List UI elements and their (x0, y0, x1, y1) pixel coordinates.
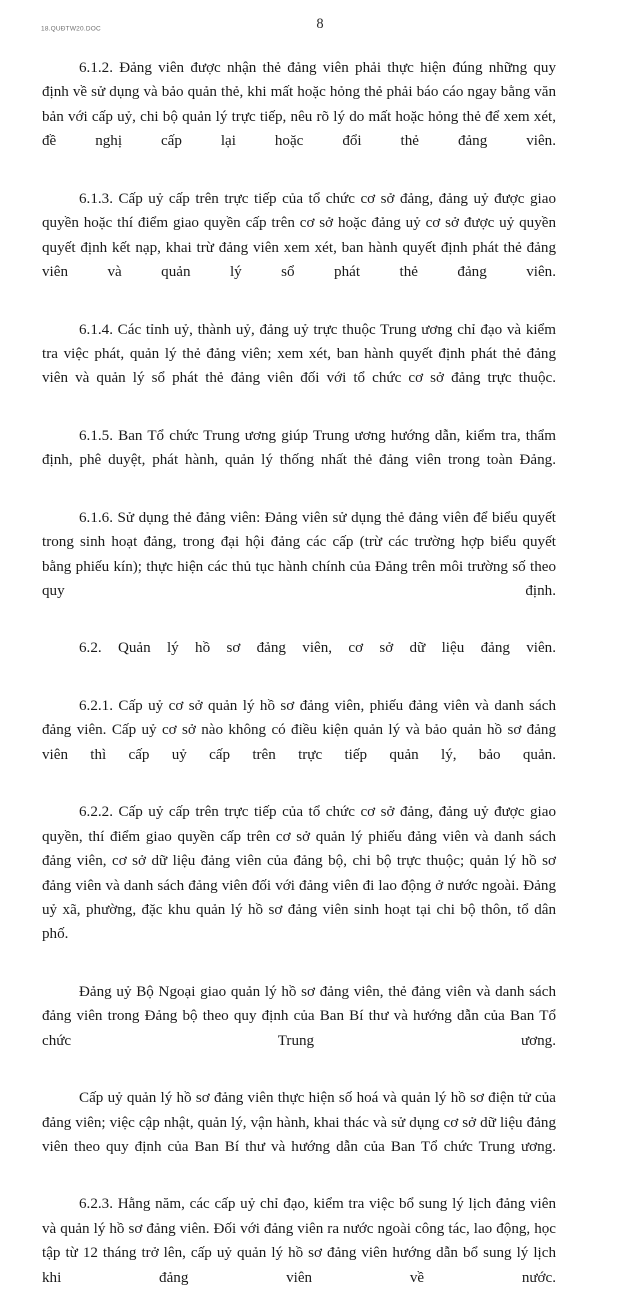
document-body (42, 56, 556, 1315)
document-code-label: 18.QUĐTW20.DOC (41, 25, 101, 33)
paragraph-6-1-2: 6.1.2. Đảng viên được nhận thẻ đảng viên phải thực hiện đúng những quy định về sử dụng và bảo quản thẻ, khi mất hoặc hỏng thẻ phải báo cáo ngay bằng văn bản với cấp uỷ, chi bộ quản lý trực tiếp, nêu rõ lý do mất hoặc hỏng thẻ để xem xét, đề nghị cấp lại hoặc đổi thẻ đảng viên. (42, 60, 556, 150)
paragraph-6-2-2: 6.2.2. Cấp uỷ cấp trên trực tiếp của tổ chức cơ sở đảng, đảng uỷ được giao quyền, thí điểm giao quyền cấp trên cơ sở quản lý phiếu đảng viên và danh sách đảng viên, cơ sở dữ liệu đảng viên của đảng bộ, chi bộ trực thuộc; quản lý hồ sơ đảng viên và danh sách đảng viên đối với đảng viên đi lao động ở nước ngoài. Đảng uỷ xã, phường, đặc khu quản lý hồ sơ đảng viên sinh hoạt tại chi bộ thôn, tổ dân phố. (42, 804, 556, 943)
page-number: 8 (316, 16, 324, 32)
paragraph-6-2-3: 6.2.3. Hằng năm, các cấp uỷ chỉ đạo, kiểm tra việc bổ sung lý lịch đảng viên và quản lý hồ sơ đảng viên. Đối với đảng viên ra nước ngoài công tác, lao động, học tập từ 12 tháng trở lên, cấp uỷ quản lý hồ sơ đảng viên hướng dẫn bổ sung lý lịch khi đảng viên về nước. (42, 1196, 556, 1286)
paragraph-6-2-2-continuation-foreign-ministry: Đảng uỷ Bộ Ngoại giao quản lý hồ sơ đảng viên, thẻ đảng viên và danh sách đảng viên trong Đảng bộ theo quy định của Ban Bí thư và hướng dẫn của Ban Tổ chức Trung ương. (42, 983, 556, 1049)
paragraph-6-1-4: 6.1.4. Các tỉnh uỷ, thành uỷ, đảng uỷ trực thuộc Trung ương chỉ đạo và kiểm tra việc phát, quản lý thẻ đảng viên; xem xét, ban hành quyết định phát thẻ đảng viên và quản lý sổ phát thẻ đảng viên đối với tổ chức cơ sở đảng trực thuộc. (42, 321, 556, 387)
paragraph-6-2-1: 6.2.1. Cấp uỷ cơ sở quản lý hồ sơ đảng viên, phiếu đảng viên và danh sách đảng viên. Cấp uỷ cơ sở nào không có điều kiện quản lý và bảo quản hồ sơ đảng viên thì cấp uỷ cấp trên trực tiếp quản lý, bảo quản. (42, 697, 556, 763)
paragraph-6-2: 6.2. Quản lý hồ sơ đảng viên, cơ sở dữ liệu đảng viên. (79, 640, 556, 657)
paragraph-6-2-2-continuation-digitization: Cấp uỷ quản lý hồ sơ đảng viên thực hiện số hoá và quản lý hồ sơ điện tử của đảng viên; việc cập nhật, quản lý, vận hành, khai thác và sử dụng cơ sở dữ liệu đảng viên theo quy định của Ban Bí thư và hướng dẫn của Ban Tổ chức Trung ương. (42, 1090, 556, 1156)
paragraph-6-1-3: 6.1.3. Cấp uỷ cấp trên trực tiếp của tổ chức cơ sở đảng, đảng uỷ được giao quyền hoặc thí điểm giao quyền cấp trên cơ sở hoặc đảng uỷ cơ sở được uỷ quyền quyết định kết nạp, khai trừ đảng viên xem xét, ban hành quyết định phát thẻ đảng viên và quản lý sổ phát thẻ đảng viên. (42, 190, 556, 281)
running-head (0, 16, 640, 41)
paragraph-6-1-6: 6.1.6. Sử dụng thẻ đảng viên: Đảng viên sử dụng thẻ đảng viên để biểu quyết trong sinh hoạt đảng, trong đại hội đảng các cấp (trừ các trường hợp biểu quyết bằng phiếu kín); thực hiện các thủ tục hành chính của Đảng trên môi trường số theo quy định. (42, 509, 556, 600)
paragraph-6-1-5: 6.1.5. Ban Tổ chức Trung ương giúp Trung ương hướng dẫn, kiểm tra, thẩm định, phê duyệt, phát hành, quản lý thống nhất thẻ đảng viên trong toàn Đảng. (42, 427, 556, 469)
